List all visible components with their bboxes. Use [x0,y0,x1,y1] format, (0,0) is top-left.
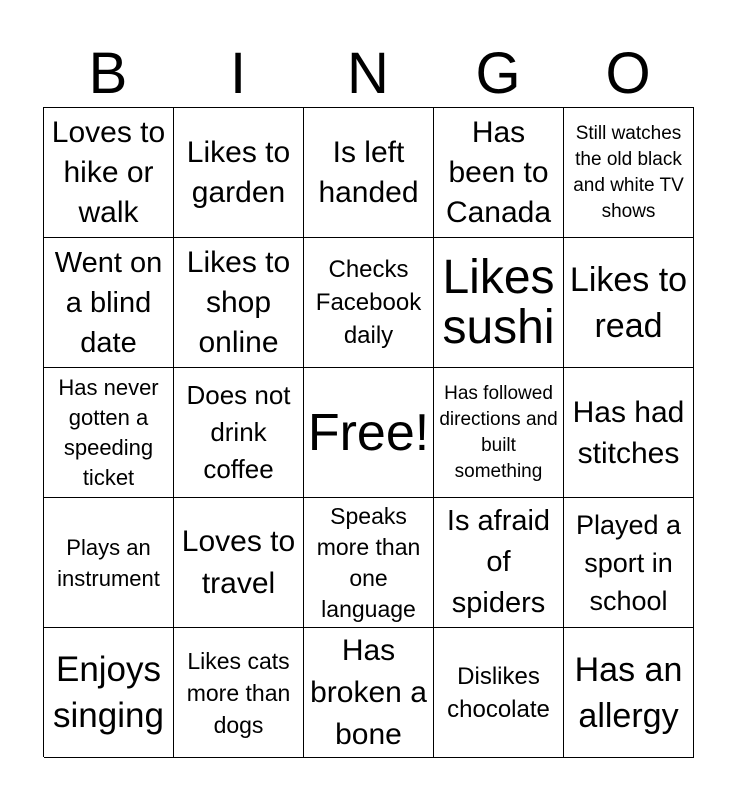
cell-text: Has never gotten a speeding ticket [58,374,159,490]
header-letter-b: B [88,41,128,106]
bingo-cell[interactable] [174,498,304,628]
cell-text: Likes to garden [186,135,291,209]
bingo-cell[interactable] [174,238,304,368]
bingo-cell[interactable] [434,238,564,368]
cell-text: Likes to read [569,260,688,345]
bingo-cell[interactable] [434,108,564,238]
bingo-cell[interactable] [174,628,304,758]
bingo-cell[interactable] [304,368,434,498]
bingo-cell[interactable] [174,368,304,498]
cell-text: Does not drink coffee [186,380,291,484]
cell-text: Likes to shop online [186,245,291,359]
cell-text: Enjoys singing [53,649,164,735]
cell-text: Has had stitches [572,395,685,470]
header-letter-n: N [347,41,389,106]
cell-text: Loves to travel [181,524,296,600]
bingo-board [43,107,694,757]
header-letter-g: G [475,41,521,106]
bingo-cell[interactable] [44,628,174,758]
cell-text: Is left handed [318,135,419,209]
bingo-header [43,40,693,108]
bingo-cell[interactable] [434,368,564,498]
cell-text: Loves to hike or walk [51,115,166,229]
header-letter-o: O [605,41,651,106]
bingo-cell[interactable] [434,498,564,628]
bingo-cell[interactable] [434,628,564,758]
bingo-cell[interactable] [564,108,694,238]
cell-text: Plays an instrument [57,534,160,591]
cell-text: Likes sushi [442,250,555,354]
cell-text: Speaks more than one language [316,502,421,622]
cell-text: Likes cats more than dogs [186,647,291,738]
bingo-cell[interactable] [564,368,694,498]
bingo-cell[interactable] [304,108,434,238]
cell-text: Still watches the old black and white TV shows [573,122,684,222]
bingo-cell[interactable] [44,368,174,498]
cell-text: Has an allergy [574,650,683,735]
bingo-cell[interactable] [564,238,694,368]
cell-text: Played a sport in school [575,509,682,616]
cell-text: Dislikes chocolate [447,662,550,723]
cell-text: Is afraid of spiders [446,505,551,619]
bingo-cell[interactable] [174,108,304,238]
bingo-cell[interactable] [304,238,434,368]
cell-text: Has followed directions and built something [439,382,558,482]
cell-text: Checks Facebook daily [315,256,422,349]
bingo-cell[interactable] [564,498,694,628]
bingo-cell[interactable] [44,108,174,238]
cell-text: Has been to Canada [445,115,552,229]
free-space: Free! [307,403,430,462]
bingo-cell[interactable] [44,238,174,368]
header-letter-i: I [229,41,247,106]
bingo-cell[interactable] [44,498,174,628]
cell-text: Went on a blind date [54,246,163,359]
bingo-cell[interactable] [304,628,434,758]
bingo-cell[interactable] [304,498,434,628]
cell-text: Has broken a bone [310,633,427,751]
bingo-cell[interactable] [564,628,694,758]
